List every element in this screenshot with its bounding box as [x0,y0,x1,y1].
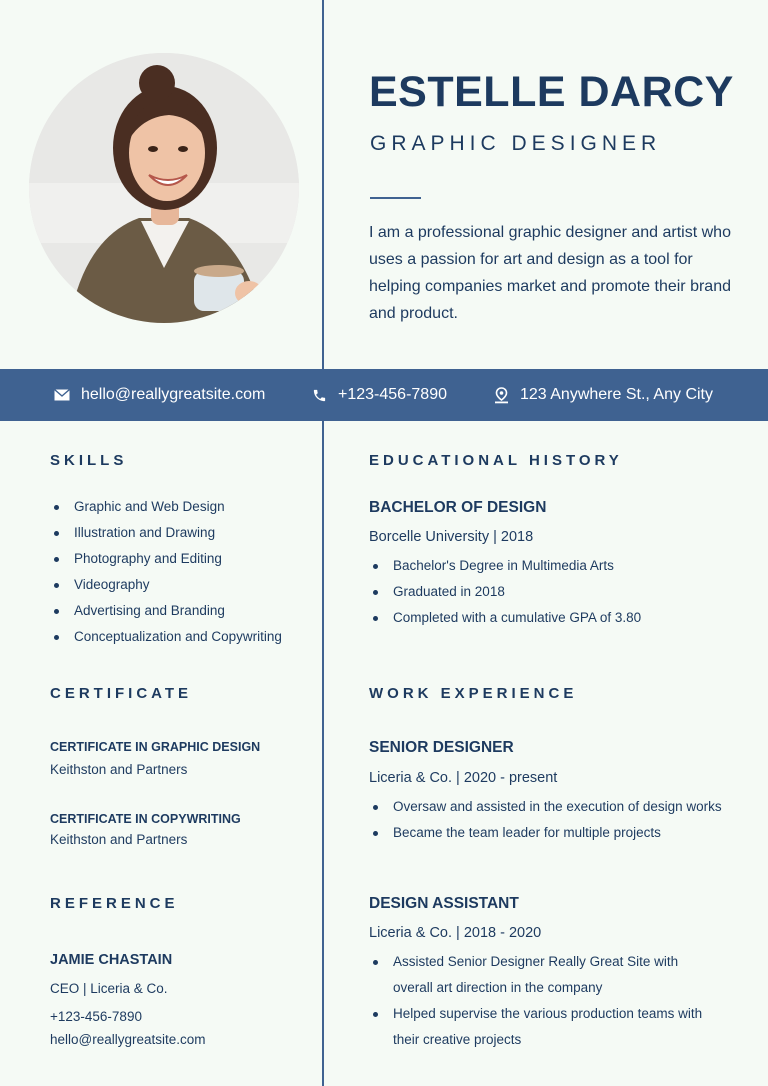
job-points [369,949,719,1053]
skills-heading: SKILLS [50,452,128,469]
skill-item: Graphic and Web Design [50,494,282,520]
job-point: Became the team leader for multiple projects [369,820,722,846]
degree-title: BACHELOR OF DESIGN [369,499,547,516]
skill-item: Videography [50,572,282,598]
phone-text: +123-456-7890 [338,386,447,403]
job-company: Liceria & Co. | 2020 - present [369,770,558,786]
envelope-icon [53,386,71,404]
work-heading: WORK EXPERIENCE [369,685,578,702]
job-point: Helped supervise the various production teams with their creative projects [369,1001,719,1053]
reference-heading: REFERENCE [50,895,179,912]
contact-bar [0,369,768,421]
education-heading: EDUCATIONAL HISTORY [369,452,623,469]
person-name: ESTELLE DARCY [369,68,734,116]
certificate-issuer: Keithston and Partners [50,762,188,777]
portrait-image [29,53,299,323]
profile-photo [29,53,299,323]
location-pin-icon [492,386,510,404]
phone-icon [310,386,328,404]
job-point: Assisted Senior Designer Really Great Site with overall art direction in the company [369,949,719,1001]
job-title: SENIOR DESIGNER [369,739,514,756]
skill-item: Photography and Editing [50,546,282,572]
education-point: Completed with a cumulative GPA of 3.80 [369,605,641,631]
skills-list [50,494,282,650]
job-title: DESIGN ASSISTANT [369,895,519,912]
certificate-issuer: Keithston and Partners [50,832,188,847]
job-points [369,794,722,846]
intro-paragraph: I am a professional graphic designer and artist who uses a passion for art and design as a tool for helping companies market and promote their brand and product. [369,224,731,322]
email-text: hello@reallygreatsite.com [81,386,266,403]
reference-role: CEO | Liceria & Co. [50,981,168,996]
education-point: Graduated in 2018 [369,579,641,605]
skill-item: Advertising and Branding [50,598,282,624]
title-underline [370,197,421,199]
contact-phone[interactable] [310,369,447,421]
job-point: Oversaw and assisted in the execution of design works [369,794,722,820]
certificate-heading: CERTIFICATE [50,685,193,702]
job-company: Liceria & Co. | 2018 - 2020 [369,925,542,941]
reference-phone: +123-456-7890 [50,1009,142,1024]
certificate-name: CERTIFICATE IN COPYWRITING [50,812,241,826]
education-point: Bachelor's Degree in Multimedia Arts [369,553,641,579]
school-name: Borcelle University | 2018 [369,529,534,545]
contact-address[interactable] [492,369,713,421]
vertical-divider [322,0,324,1086]
contact-email[interactable] [53,369,265,421]
reference-name: JAMIE CHASTAIN [50,952,173,968]
address-text: 123 Anywhere St., Any City [520,386,713,403]
job-title: GRAPHIC DESIGNER [370,132,662,155]
skill-item: Conceptualization and Copywriting [50,624,282,650]
reference-email: hello@reallygreatsite.com [50,1032,206,1047]
certificate-name: CERTIFICATE IN GRAPHIC DESIGN [50,740,261,754]
education-points [369,553,641,631]
skill-item: Illustration and Drawing [50,520,282,546]
